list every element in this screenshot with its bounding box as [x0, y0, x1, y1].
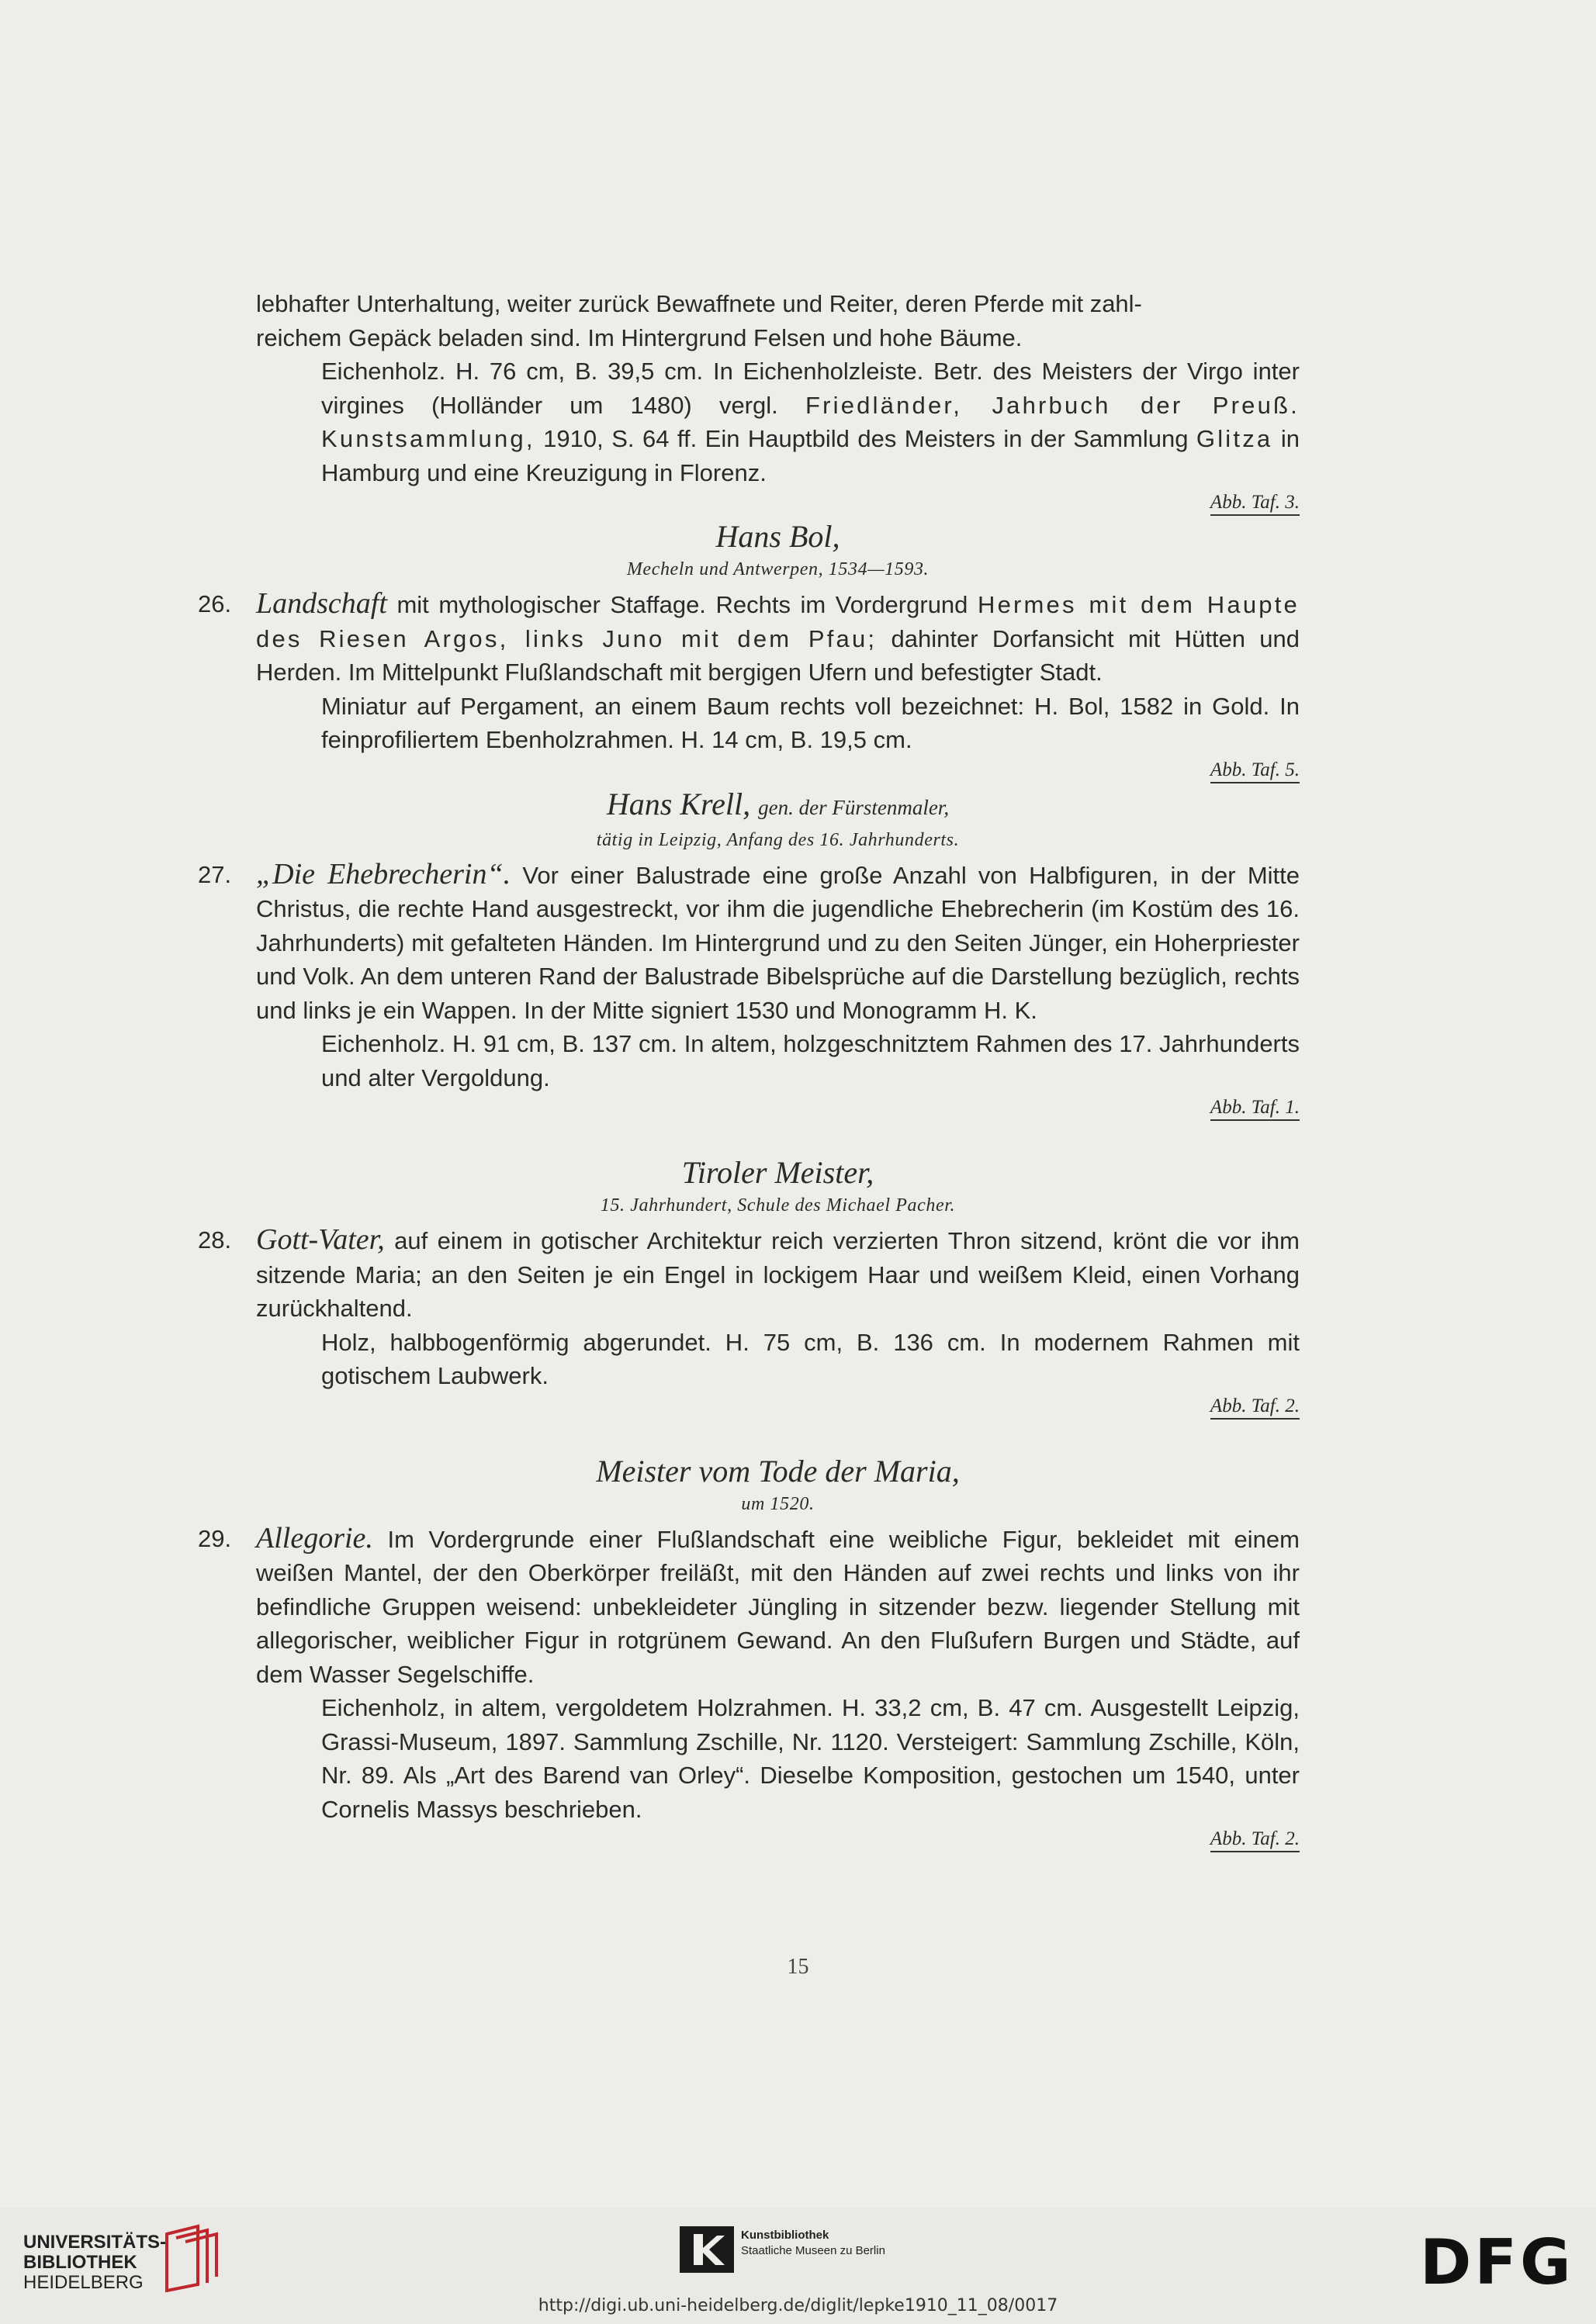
artist-subheading: Mecheln und Antwerpen, 1534—1593.: [626, 559, 930, 579]
plate-reference: Abb. Taf. 1.: [256, 1095, 1300, 1121]
entry-number: 28.: [198, 1226, 232, 1254]
ub-heidelberg-logo-icon: [159, 2222, 221, 2292]
artist-heading: Meister vom Tode der Maria,: [596, 1453, 960, 1489]
ub-line: HEIDELBERG: [23, 2272, 144, 2293]
plate-reference: Abb. Taf. 5.: [256, 757, 1300, 783]
entry-detail: Holz, halbbogenförmig abgerundet. H. 75 cm, B. 136 cm. In modernem Rahmen mit gotischem Laubwerk.: [321, 1328, 1300, 1389]
entry-title: Gott-Vater,: [256, 1223, 385, 1256]
entry-description: Landschaft mit mythologischer Staffage. Rechts im Vordergrund Hermes mit dem Haupte des Riesen Argos, links Juno mit dem Pfau; dahinter Dorfansicht mit Hütten und Herden. Im Mittelpunkt Flußlandschaft mit bergigen Ufern und befestigter Stadt.: [256, 587, 1300, 686]
ub-heidelberg-label: [23, 2232, 166, 2293]
catalog-entry: [198, 857, 1300, 1122]
artist-subheading: tätig in Leipzig, Anfang des 16. Jahrhunderts.: [596, 829, 960, 850]
dfg-logo: DFG: [1420, 2226, 1574, 2298]
plate-reference: Abb. Taf. 2.: [256, 1826, 1300, 1852]
plate-reference: Abb. Taf. 2.: [256, 1393, 1300, 1420]
catalog-text: [198, 287, 1300, 1852]
entry-title: Allegorie.: [256, 1521, 373, 1555]
page-number: 15: [787, 1955, 809, 1979]
artist-heading: Tiroler Meister,: [681, 1155, 874, 1190]
entry-number: 26.: [198, 590, 232, 617]
entry-description: Gott-Vater, auf einem in gotischer Architektur reich verzierten Thron sitzend, krönt die vor ihm sitzende Maria; an den Seiten je ein Engel in lockigem Haar und weißem Kleid, einen Vorhang zurückhaltend.: [256, 1223, 1300, 1322]
entry-description: „Die Ehebrecherin“. Vor einer Balustrade eine große Anzahl von Halbfiguren, in der Mitte Christus, die rechte Hand ausgestreckt, vor ihm die jugendliche Ehebrecherin (im Kostüm des 16. Jahrhunderts) mit gefalteten Händen. Im Hintergrund und zu den Seiten Jünger, ein Hoherpriester und Volk. An dem unteren Rand der Balustrade Bibelsprüche auf die Darstellung bezüglich, rechts und links je ein Wappen. In der Mitte signiert 1530 und Monogramm H. K.: [256, 857, 1300, 1024]
intro-detail: Eichenholz. H. 76 cm, B. 39,5 cm. In Eichenholzleiste. Betr. des Meisters der Virgo inter virgines (Holländer um 1480) vergl. Friedländer, Jahrbuch der Preuß. Kunstsammlung, 1910, S. 64 ff. Ein Hauptbild des Meisters in der Sammlung Glitza in Hamburg und eine Kreuzigung in Florenz.: [321, 358, 1300, 486]
entry-detail: Eichenholz. H. 91 cm, B. 137 cm. In altem, holzgeschnitztem Rahmen des 17. Jahrhunderts und alter Vergoldung.: [321, 1030, 1300, 1091]
catalog-entry: [198, 1521, 1300, 1853]
page-url[interactable]: http://digi.ub.uni-heidelberg.de/diglit/lepke1910_11_08/0017: [538, 2296, 1058, 2315]
entry-title: Landschaft: [256, 587, 387, 620]
catalog-entry: [198, 587, 1300, 783]
catalog-entry: [198, 1223, 1300, 1420]
entry-number: 29.: [198, 1524, 232, 1552]
artist-subheading: 15. Jahrhundert, Schule des Michael Pacher.: [600, 1195, 956, 1216]
entry-title: „Die Ehebrecherin“.: [256, 857, 511, 891]
artist-subheading: um 1520.: [741, 1493, 815, 1514]
kunstbibliothek-logo-icon: [680, 2226, 734, 2273]
artist-heading: Hans Bol,: [715, 519, 840, 554]
intro-line: lebhafter Unterhaltung, weiter zurück Bewaffnete und Reiter, deren Pferde mit zahl-: [256, 290, 1142, 317]
entry-description: Allegorie. Im Vordergrunde einer Flußlandschaft eine weibliche Figur, bekleidet mit einem weißen Mantel, der den Oberkörper freiläßt, mit den Händen auf zwei rechts und links von ihr befindliche Gruppen weisend: unbekleideter Jüngling in sitzender bezw. liegender Stellung mit allegorischer, weiblicher Figur in rotgrünem Gewand. An den Flußufern Burgen und Städte, auf dem Wasser Segelschiffe.: [256, 1521, 1300, 1688]
artist-heading: Hans Krell, gen. der Fürstenmaler,: [606, 786, 950, 821]
plate-reference: Abb. Taf. 3.: [256, 489, 1300, 516]
ub-line: UNIVERSITÄTS-: [23, 2232, 167, 2253]
ub-line: BIBLIOTHEK: [23, 2252, 137, 2273]
entry-number: 27.: [198, 860, 232, 888]
entry-detail: Eichenholz, in altem, vergoldetem Holzrahmen. H. 33,2 cm, B. 47 cm. Ausgestellt Leipzig, Grassi-Museum, 1897. Sammlung Zschille, Nr. 1120. Versteigert: Sammlung Zschille, Köln, Nr. 89. Als „Art des Barend van Orley“. Dieselbe Komposition, gestochen um 1540, unter Cornelis Massys beschrieben.: [321, 1694, 1300, 1823]
kunstbibliothek-label: Kunstbibliothek Staatliche Museen zu Berlin: [741, 2229, 885, 2257]
intro-line: reichem Gepäck beladen sind. Im Hintergrund Felsen und hohe Bäume.: [256, 323, 1023, 351]
entry-detail: Miniatur auf Pergament, an einem Baum rechts voll bezeichnet: H. Bol, 1582 in Gold. In feinprofiliertem Ebenholzrahmen. H. 14 cm, B. 19,5 cm.: [321, 692, 1300, 753]
